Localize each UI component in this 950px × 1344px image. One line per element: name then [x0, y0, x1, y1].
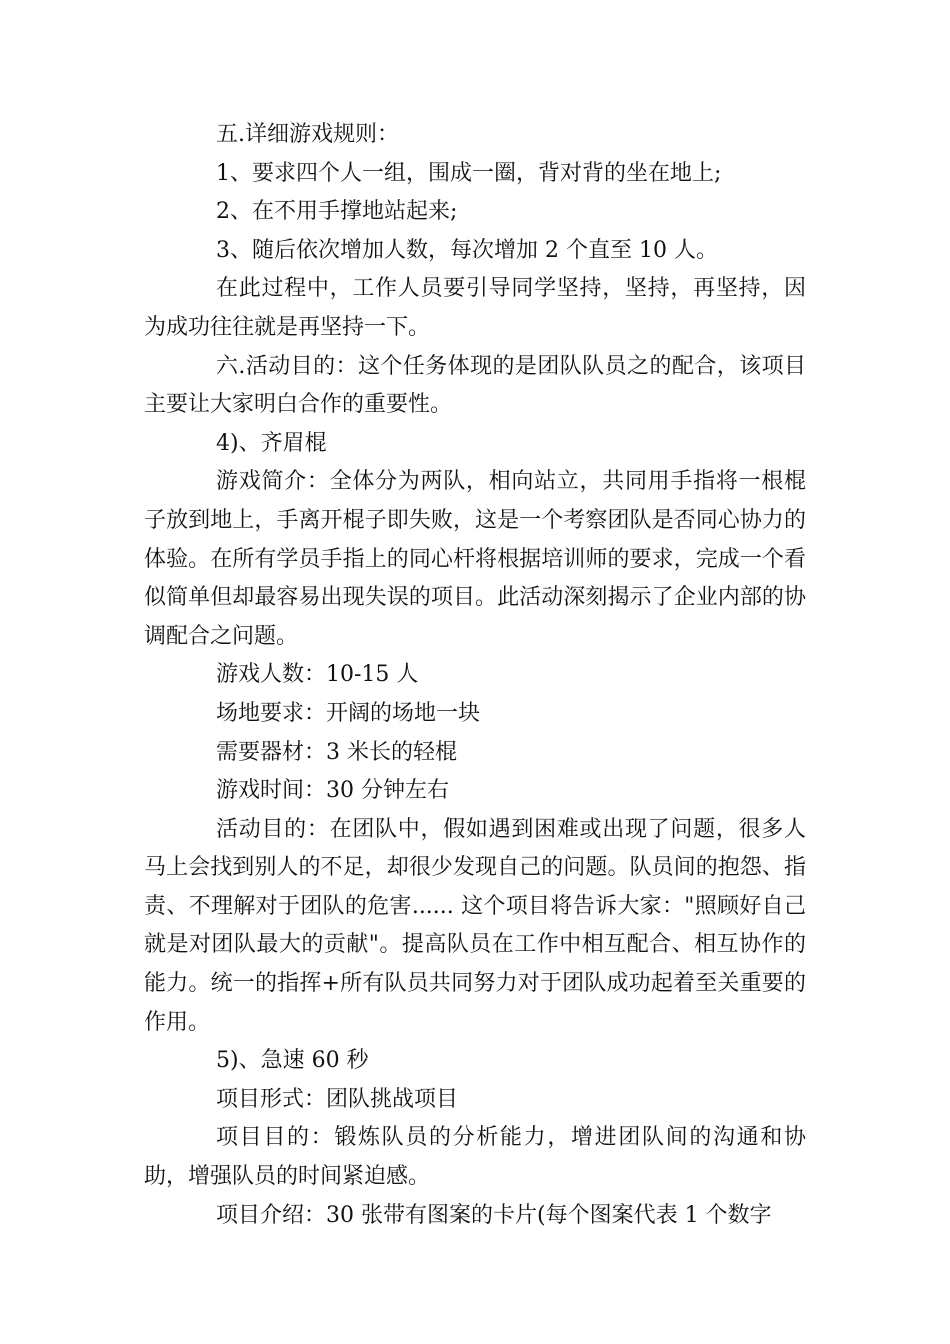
- document-body: [144, 116, 806, 1235]
- project-intro-line: 项目介绍：30 张带有图案的卡片(每个图案代表 1 个数字: [216, 1202, 772, 1228]
- rule-item-2: 2、在不用手撑地站起来;: [216, 199, 458, 225]
- game-time-line: 游戏时间：30 分钟左右: [216, 778, 449, 804]
- heading-game-rules: 五.详细游戏规则：: [216, 122, 399, 147]
- game-players-line: 游戏人数：10-15 人: [216, 662, 419, 688]
- rule-item-1: 1、要求四个人一组，围成一圈，背对背的坐在地上;: [216, 160, 722, 186]
- heading-activity-purpose: 六.活动目的：这个任务体现的是团队队员之的配合，该项目主要让大家明白合作的重要性。: [144, 353, 806, 418]
- activity-purpose-paragraph: 活动目的：在团队中，假如遇到困难或出现了问题，很多人马上会找到别人的不足，却很少发现自己的问题。队员间的抱怨、指责、不理解对于团队的危害...... 这个项目将告诉大家："照顾好自己就是对团队最大的贡献"。提高队员在工作中相互配合、相互协作的能力。统一的指挥+所有队员共同努力对于团队成功起着至关重要的作用。: [144, 816, 806, 1035]
- section-title-speed-60: 5)、急速 60 秒: [216, 1048, 369, 1074]
- section-title-qimeigun: 4)、齐眉棍: [216, 430, 327, 456]
- project-purpose-paragraph: 项目目的：锻炼队员的分析能力，增进团队间的沟通和协助，增强队员的时间紧迫感。: [144, 1125, 806, 1190]
- game-intro-paragraph: 游戏简介：全体分为两队，相向站立，共同用手指将一根棍子放到地上，手离开棍子即失败，这是一个考察团队是否同心协力的体验。在所有学员手指上的同心杆将根据培训师的要求，完成一个看似简单但却最容易出现失误的项目。此活动深刻揭示了企业内部的协调配合之问题。: [144, 469, 806, 649]
- project-format-line: 项目形式：团队挑战项目: [216, 1086, 459, 1112]
- rule-item-3: 3、随后依次增加人数，每次增加 2 个直至 10 人。: [216, 237, 718, 263]
- equipment-line: 需要器材：3 米长的轻棍: [216, 739, 457, 765]
- venue-requirement-line: 场地要求：开阔的场地一块: [216, 700, 481, 726]
- body-paragraph: 在此过程中，工作人员要引导同学坚持，坚持，再坚持，因为成功往往就是再坚持一下。: [144, 276, 806, 340]
